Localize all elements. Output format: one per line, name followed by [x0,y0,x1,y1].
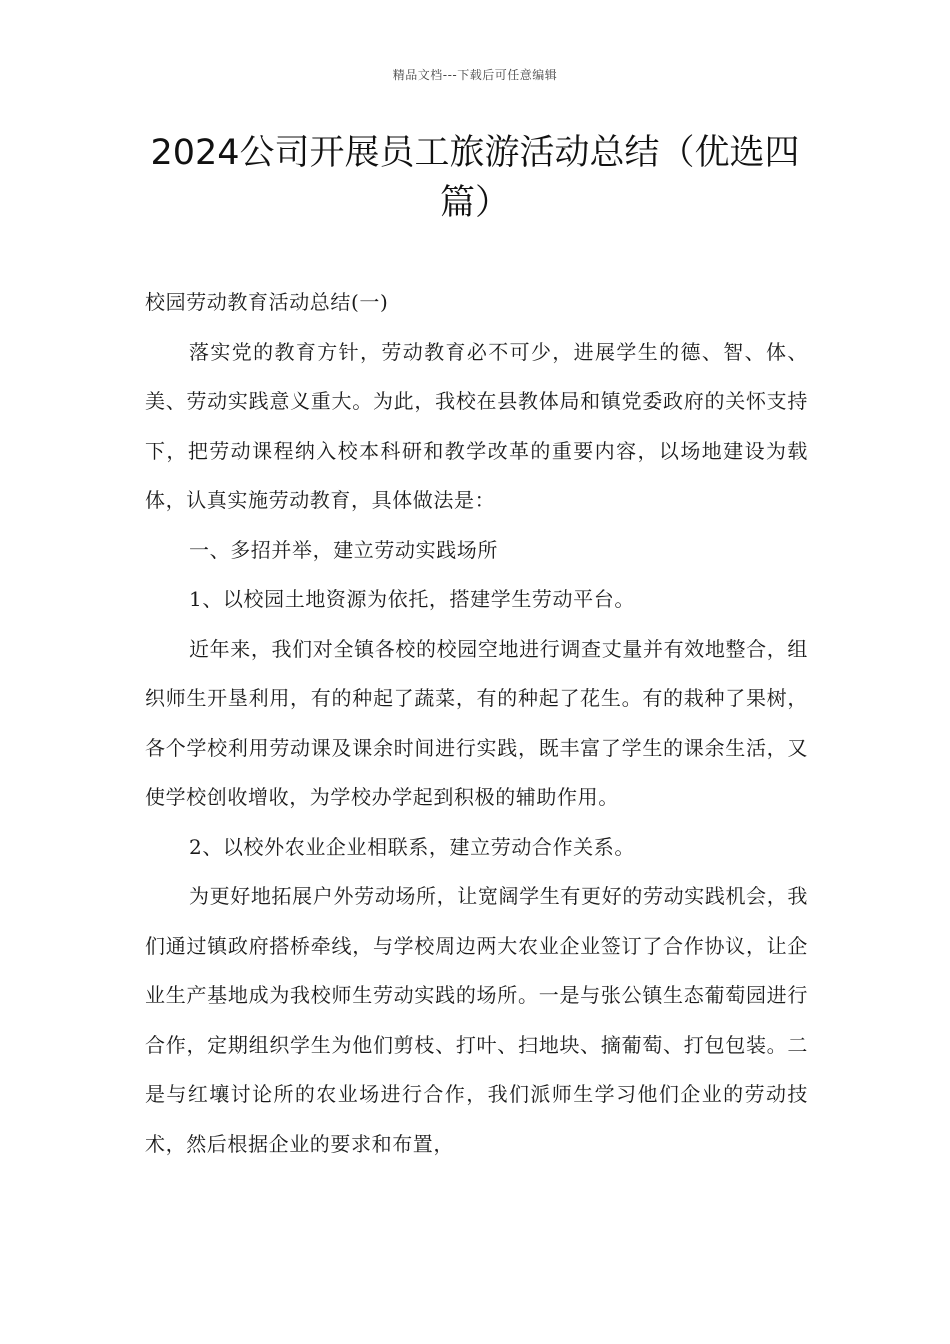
subheading: 1、以校园土地资源为依托，搭建学生劳动平台。 [189,587,635,611]
paragraph: 落实党的教育方针，劳动教育必不可少，进展学生的德、智、体、美、劳动实践意义重大。为此，我校在县教体局和镇党委政府的关怀支持下，把劳动课程纳入校本科研和教学改革的重要内容，以场地建设为载体，认真实施劳动教育，具体做法是： [145,339,808,512]
document-body [145,278,808,1169]
header-note: 精品文档---下载后可任意编辑 [392,68,558,82]
paragraph: 为更好地拓展户外劳动场所，让宽阔学生有更好的劳动实践机会，我们通过镇政府搭桥牵线，与学校周边两大农业企业签订了合作协议，让企业生产基地成为我校师生劳动实践的场所。一是与张公镇生态葡萄园进行合作，定期组织学生为他们剪枝、打叶、扫地块、摘葡萄、打包包装。二是与红壤讨论所的农业场进行合作，我们派师生学习他们企业的劳动技术，然后根据企业的要求和布置， [145,884,808,1156]
document-title: 2024公司开展员工旅游活动总结（优选四篇） [150,133,800,223]
subheading: 一、多招并举，建立劳动实践场所 [189,537,498,562]
section-heading: 校园劳动教育活动总结(一) [145,290,389,314]
subheading: 2、以校外农业企业相联系，建立劳动合作关系。 [189,834,635,859]
paragraph: 近年来，我们对全镇各校的校园空地进行调查丈量并有效地整合，组织师生开垦利用，有的种起了蔬菜，有的种起了花生。有的栽种了果树，各个学校利用劳动课及课余时间进行实践，既丰富了学生的课余生活，又使学校创收增收，为学校办学起到积极的辅助作用。 [145,636,808,809]
